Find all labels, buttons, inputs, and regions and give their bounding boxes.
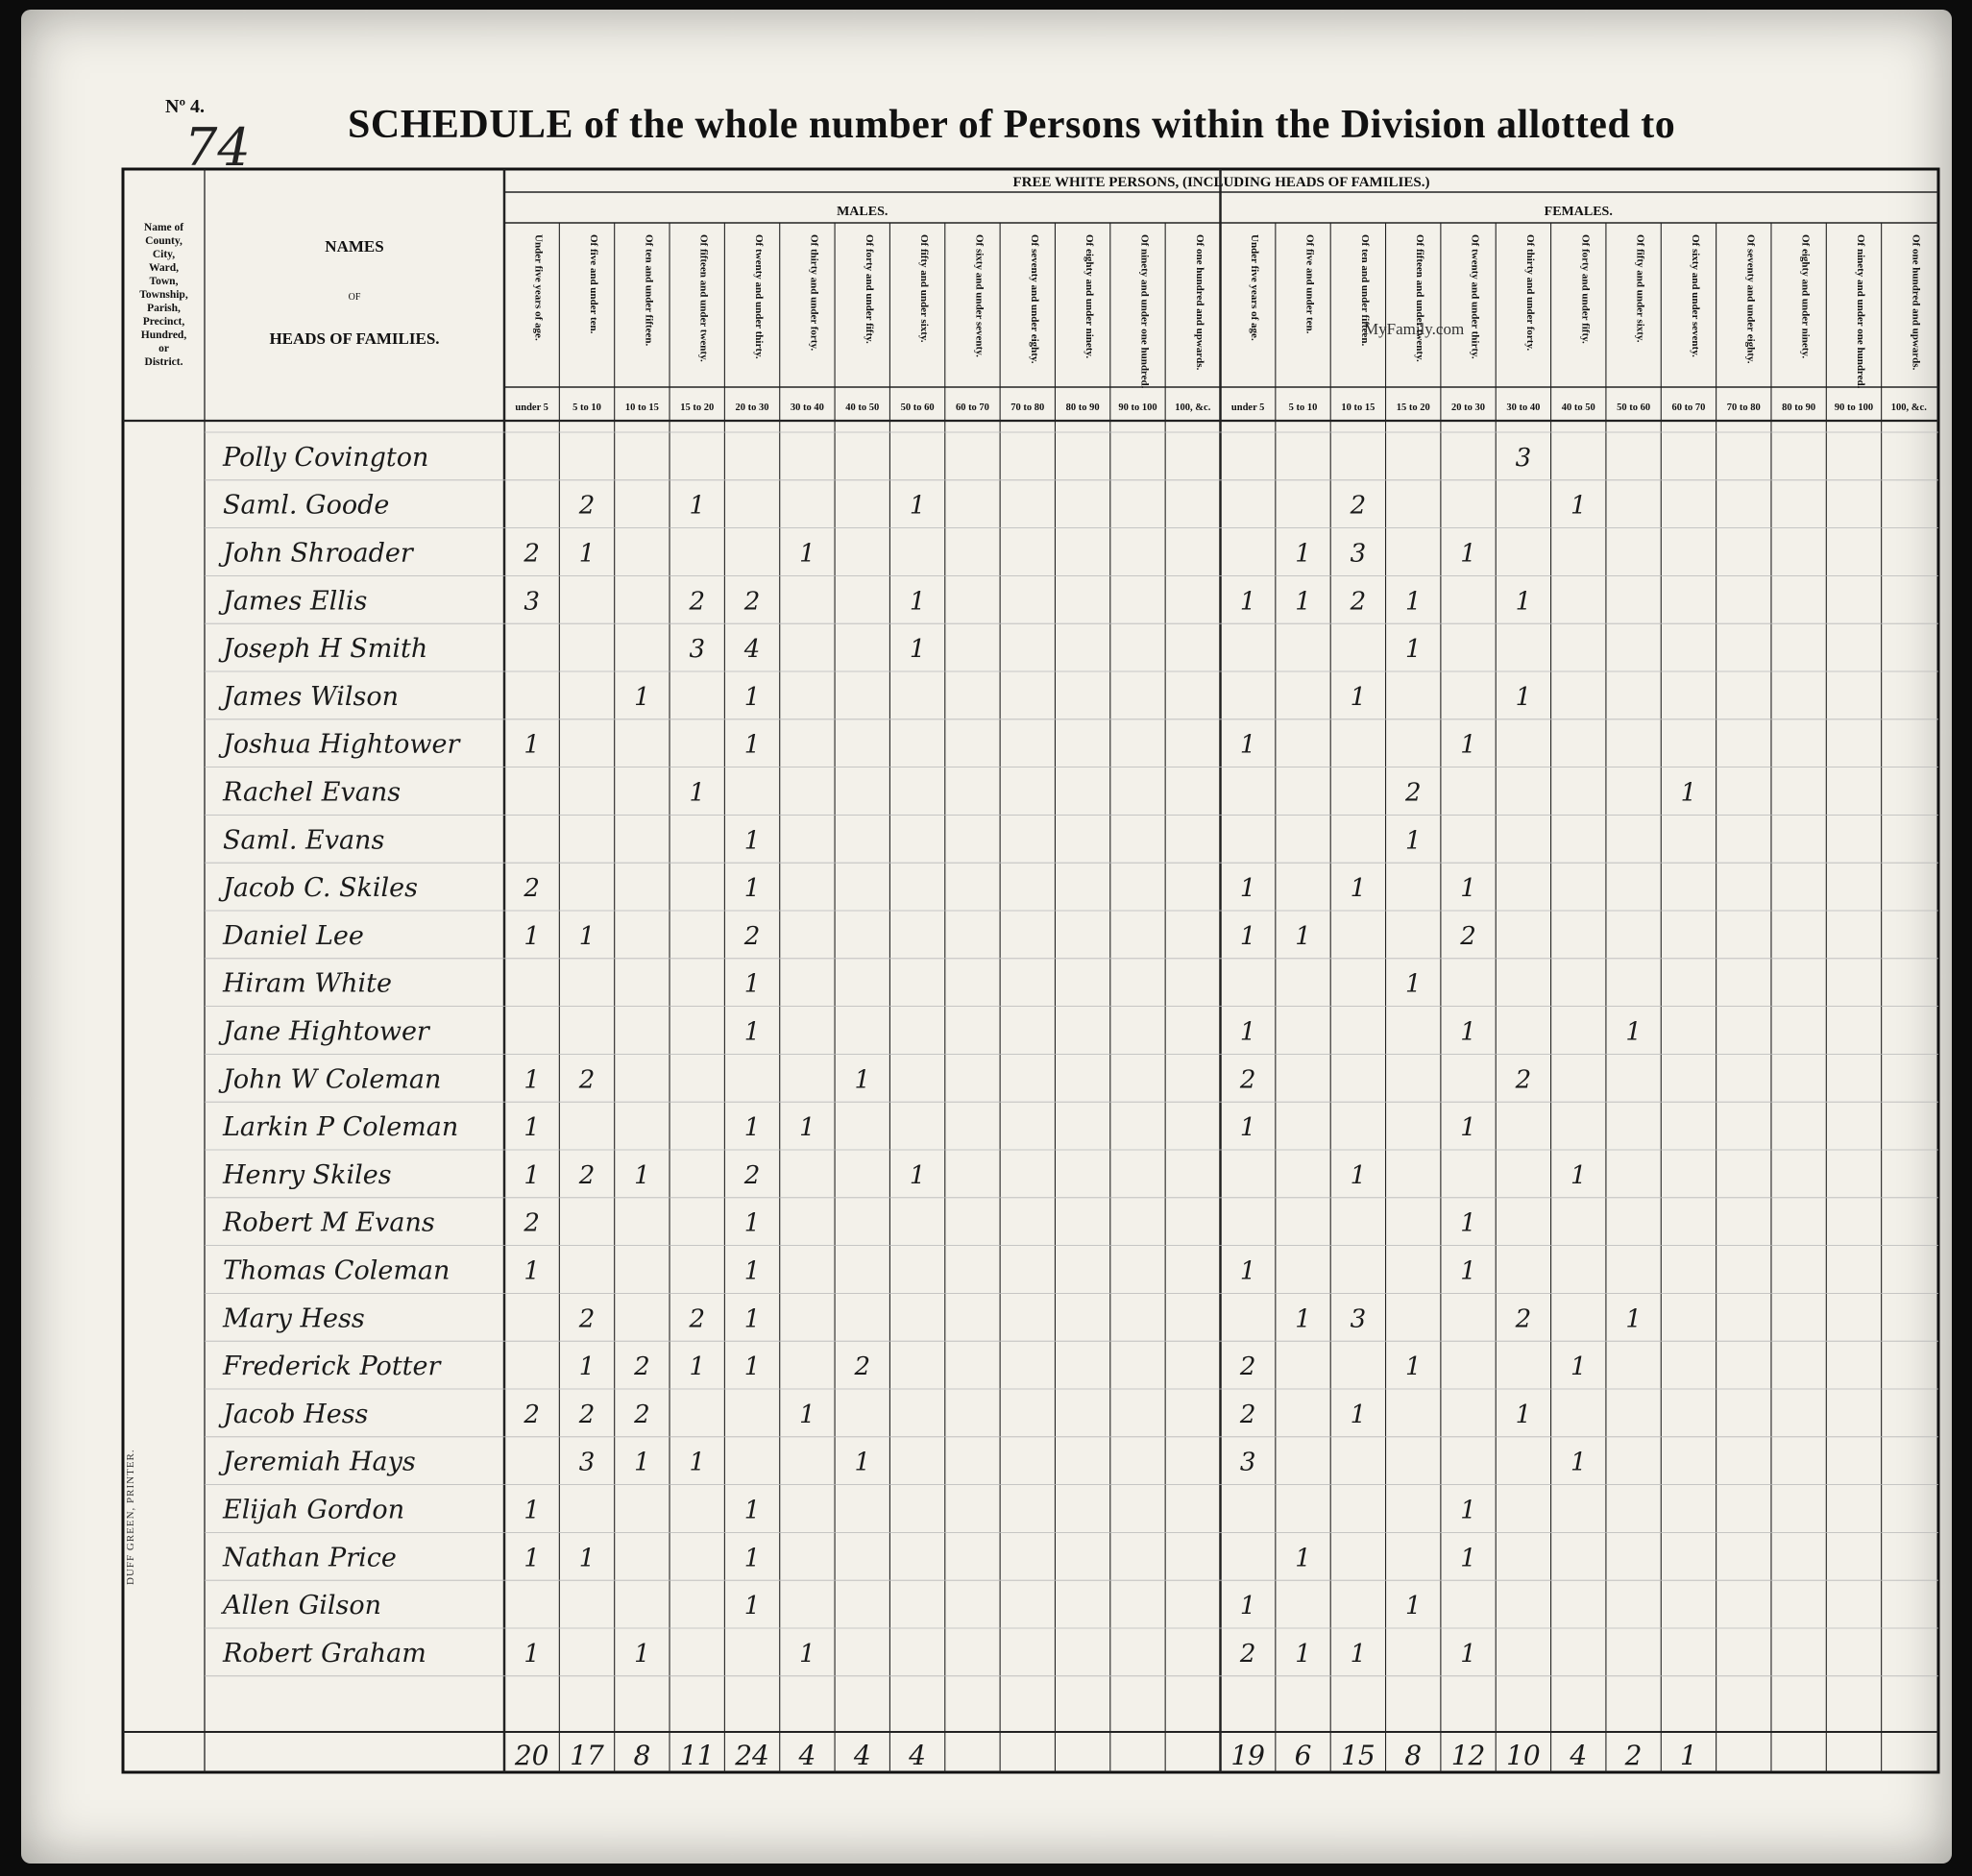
female-count: 1: [1404, 969, 1422, 999]
male-total: 4: [853, 1740, 871, 1771]
place-header: Name of: [143, 222, 184, 233]
male-count: 1: [523, 1160, 540, 1190]
male-count: 2: [743, 587, 761, 617]
head-of-family-name: Jacob C. Skiles: [223, 873, 418, 904]
age-column-label: 50 to 60: [900, 402, 935, 413]
male-count: 1: [578, 921, 596, 951]
age-column-description: Under five years of age.: [1249, 234, 1261, 341]
male-total: 11: [679, 1740, 715, 1771]
female-count: 1: [1570, 1448, 1587, 1477]
female-count: 1: [1460, 1256, 1476, 1286]
female-count: 1: [1239, 921, 1256, 951]
age-column-label: 20 to 30: [735, 402, 769, 413]
male-count: 2: [523, 539, 540, 569]
place-header: Hundred,: [140, 329, 187, 341]
head-of-family-name: Robert Graham: [223, 1638, 426, 1669]
male-total: 8: [633, 1740, 651, 1771]
female-count: 1: [1404, 1352, 1422, 1382]
female-count: 3: [1350, 1304, 1367, 1334]
age-column-description: Of one hundred and upwards.: [1910, 234, 1922, 371]
male-count: 1: [689, 491, 705, 521]
female-count: 1: [1239, 874, 1256, 904]
male-count: 1: [743, 1113, 761, 1143]
female-total: 6: [1294, 1740, 1312, 1771]
female-count: 2: [1404, 778, 1422, 808]
female-count: 2: [1239, 1065, 1256, 1095]
age-column-description: Of sixty and under seventy.: [1689, 234, 1701, 357]
female-count: 1: [1515, 1400, 1532, 1429]
male-count: 2: [578, 1065, 596, 1095]
male-count: 1: [799, 1400, 816, 1429]
head-of-family-name: Nathan Price: [223, 1543, 397, 1573]
female-count: 1: [1404, 635, 1422, 665]
female-count: 1: [1460, 1113, 1476, 1143]
male-count: 2: [578, 1304, 596, 1334]
male-count: 2: [743, 1160, 761, 1190]
head-of-family-name: Jacob Hess: [223, 1399, 369, 1429]
age-column-label: 20 to 30: [1451, 402, 1486, 413]
age-column-description: Of ninety and under one hundred.: [1138, 234, 1151, 389]
male-count: 1: [743, 1304, 761, 1334]
age-column-label: 60 to 70: [1671, 402, 1706, 413]
male-total: 17: [570, 1740, 604, 1771]
female-count: 3: [1239, 1448, 1256, 1477]
place-header: Parish,: [147, 303, 181, 314]
age-column-label: 10 to 15: [624, 402, 659, 413]
age-column-description: Of one hundred and upwards.: [1193, 234, 1205, 371]
male-count: 2: [689, 587, 705, 617]
male-count: 1: [743, 1017, 761, 1047]
names-header: HEADS OF FAMILIES.: [269, 329, 440, 348]
age-column-description: Of thirty and under forty.: [1523, 234, 1536, 352]
age-column-label: 40 to 50: [845, 402, 880, 413]
female-count: 1: [1404, 1592, 1422, 1621]
male-count: 2: [523, 1208, 540, 1238]
male-count: 1: [634, 1448, 650, 1477]
female-total: 19: [1230, 1740, 1265, 1771]
age-column-label: 100, &c.: [1175, 402, 1211, 413]
age-column-label: under 5: [515, 402, 548, 413]
head-of-family-name: Frederick Potter: [223, 1352, 441, 1382]
male-count: 1: [523, 1639, 540, 1669]
male-count: 1: [523, 1065, 540, 1095]
female-count: 3: [1350, 539, 1367, 569]
male-count: 2: [578, 1400, 596, 1429]
age-column-label: 40 to 50: [1561, 402, 1595, 413]
age-column-description: Of five and under ten.: [588, 234, 600, 334]
age-column-description: Of seventy and under eighty.: [1028, 234, 1040, 364]
age-column-label: 80 to 90: [1782, 402, 1816, 413]
males-header: MALES.: [837, 205, 889, 219]
male-count: 2: [634, 1400, 650, 1429]
female-count: 1: [1404, 587, 1422, 617]
age-column-label: 10 to 15: [1341, 402, 1376, 413]
male-count: 1: [523, 1256, 540, 1286]
female-total: 12: [1450, 1740, 1486, 1771]
male-count: 1: [743, 1256, 761, 1286]
age-column-label: 80 to 90: [1065, 402, 1100, 413]
female-count: 1: [1239, 587, 1256, 617]
female-count: 1: [1295, 1639, 1311, 1669]
head-of-family-name: Polly Covington: [223, 442, 429, 473]
female-count: 1: [1350, 1639, 1367, 1669]
age-column-description: Of fifty and under sixty.: [918, 234, 931, 343]
age-column-label: 60 to 70: [955, 402, 989, 413]
head-of-family-name: Thomas Coleman: [223, 1255, 450, 1286]
age-column-description: Of forty and under fifty.: [863, 234, 875, 344]
female-count: 1: [1460, 1208, 1476, 1238]
age-column-description: Of fifteen and under twenty.: [1414, 234, 1426, 362]
female-total: 8: [1404, 1740, 1423, 1771]
head-of-family-name: Joshua Hightower: [223, 729, 460, 760]
male-count: 1: [689, 1448, 705, 1477]
printer-credit: DUFF GREEN, PRINTER.: [125, 1449, 136, 1585]
male-total: 20: [514, 1740, 549, 1771]
male-total: 4: [798, 1740, 816, 1771]
male-count: 1: [689, 778, 705, 808]
age-column-label: 90 to 100: [1834, 402, 1874, 413]
female-count: 1: [1404, 826, 1422, 856]
head-of-family-name: Allen Gilson: [223, 1591, 382, 1621]
male-total: 4: [909, 1740, 927, 1771]
female-count: 1: [1460, 874, 1476, 904]
female-count: 1: [1295, 1304, 1311, 1334]
age-column-label: 100, &c.: [1890, 402, 1927, 413]
age-column-description: Under five years of age.: [532, 234, 545, 341]
male-count: 2: [578, 1160, 596, 1190]
male-count: 1: [743, 1208, 761, 1238]
female-count: 1: [1350, 874, 1367, 904]
female-count: 1: [1570, 1160, 1587, 1190]
male-count: 1: [743, 1544, 761, 1573]
head-of-family-name: Saml. Evans: [223, 825, 385, 856]
female-count: 1: [1680, 778, 1697, 808]
female-count: 2: [1239, 1639, 1256, 1669]
male-count: 1: [578, 1544, 596, 1573]
male-count: 1: [909, 635, 926, 665]
female-count: 1: [1295, 587, 1311, 617]
age-column-description: Of eighty and under ninety.: [1083, 234, 1096, 359]
place-header: Ward,: [149, 262, 179, 274]
head-of-family-name: Rachel Evans: [223, 777, 402, 808]
names-header: NAMES: [325, 237, 384, 256]
age-column-label: 15 to 20: [680, 402, 715, 413]
female-total: 10: [1506, 1740, 1541, 1771]
female-count: 1: [1460, 539, 1476, 569]
female-count: 2: [1239, 1400, 1256, 1429]
age-column-label: 70 to 80: [1726, 402, 1761, 413]
age-column-description: Of forty and under fifty.: [1579, 234, 1592, 344]
female-count: 2: [1515, 1304, 1532, 1334]
age-column-label: under 5: [1230, 402, 1265, 413]
female-count: 2: [1515, 1065, 1532, 1095]
age-column-label: 5 to 10: [1288, 402, 1318, 413]
head-of-family-name: Hiram White: [223, 968, 392, 999]
head-of-family-name: Henry Skiles: [223, 1159, 392, 1190]
female-count: 1: [1239, 1592, 1256, 1621]
female-count: 1: [1295, 539, 1311, 569]
male-count: 1: [743, 682, 761, 712]
names-header: OF: [348, 292, 361, 303]
age-column-description: Of eighty and under ninety.: [1799, 234, 1812, 359]
male-count: 1: [689, 1352, 705, 1382]
male-count: 1: [578, 539, 596, 569]
female-count: 1: [1295, 1544, 1311, 1573]
male-count: 4: [743, 635, 761, 665]
age-column-label: 70 to 80: [1010, 402, 1045, 413]
male-count: 1: [909, 587, 926, 617]
male-count: 2: [634, 1352, 650, 1382]
age-column-description: Of seventy and under eighty.: [1744, 234, 1757, 364]
male-count: 2: [689, 1304, 705, 1334]
age-column-label: 90 to 100: [1118, 402, 1157, 413]
female-count: 1: [1460, 1544, 1476, 1573]
page-number: 74: [184, 117, 251, 178]
male-count: 1: [743, 1352, 761, 1382]
age-column-description: Of twenty and under thirty.: [753, 234, 766, 359]
head-of-family-name: Jane Hightower: [223, 1016, 429, 1047]
female-count: 1: [1460, 1639, 1476, 1669]
male-count: 1: [743, 1592, 761, 1621]
female-count: 1: [1239, 1017, 1256, 1047]
head-of-family-name: John W Coleman: [223, 1064, 442, 1095]
sheet-number: Nº 4.: [165, 96, 206, 117]
age-column-description: Of five and under ten.: [1303, 234, 1316, 334]
female-total: 4: [1570, 1740, 1588, 1771]
female-count: 1: [1460, 1017, 1476, 1047]
age-column-description: Of ten and under fifteen.: [1358, 234, 1371, 347]
male-count: 1: [634, 682, 650, 712]
age-column-description: Of fifteen and under twenty.: [697, 234, 710, 362]
female-count: 1: [1625, 1304, 1642, 1334]
male-count: 2: [854, 1352, 871, 1382]
place-header: Precinct,: [142, 316, 185, 328]
male-count: 2: [523, 1400, 540, 1429]
female-count: 1: [1515, 682, 1532, 712]
female-count: 2: [1350, 587, 1367, 617]
female-count: 1: [1350, 1400, 1367, 1429]
watermark: MyFamily.com: [1364, 320, 1465, 338]
place-header: or: [158, 343, 169, 354]
schedule-title: SCHEDULE of the whole number of Persons within the Division allotted to: [348, 103, 1676, 147]
male-count: 1: [523, 730, 540, 760]
female-count: 2: [1239, 1352, 1256, 1382]
place-header: City,: [152, 249, 176, 260]
age-column-label: 30 to 40: [790, 402, 824, 413]
female-count: 2: [1460, 921, 1476, 951]
male-count: 1: [743, 1496, 761, 1525]
male-count: 1: [743, 874, 761, 904]
female-count: 1: [1239, 1113, 1256, 1143]
head-of-family-name: Elijah Gordon: [223, 1495, 405, 1525]
male-count: 1: [523, 1113, 540, 1143]
head-of-family-name: Daniel Lee: [223, 920, 364, 951]
head-of-family-name: James Ellis: [223, 586, 368, 617]
head-of-family-name: Robert M Evans: [223, 1207, 435, 1238]
female-count: 1: [1295, 921, 1311, 951]
head-of-family-name: John Shroader: [223, 538, 413, 569]
head-of-family-name: Mary Hess: [223, 1303, 365, 1334]
male-count: 2: [743, 921, 761, 951]
female-count: 1: [1350, 1160, 1367, 1190]
head-of-family-name: Jeremiah Hays: [223, 1447, 416, 1477]
female-count: 2: [1350, 491, 1367, 521]
female-count: 1: [1570, 491, 1587, 521]
male-count: 2: [523, 874, 540, 904]
place-header: District.: [144, 356, 183, 368]
age-column-label: 5 to 10: [572, 402, 601, 413]
male-count: 1: [799, 1639, 816, 1669]
male-count: 3: [578, 1448, 596, 1477]
age-column-label: 30 to 40: [1506, 402, 1541, 413]
female-total: 2: [1624, 1740, 1643, 1771]
male-count: 1: [523, 921, 540, 951]
female-count: 1: [1239, 1256, 1256, 1286]
male-count: 1: [743, 826, 761, 856]
age-column-description: Of fifty and under sixty.: [1634, 234, 1646, 343]
male-count: 1: [909, 491, 926, 521]
female-count: 1: [1239, 730, 1256, 760]
male-count: 1: [634, 1639, 650, 1669]
female-count: 1: [1460, 730, 1476, 760]
female-count: 1: [1570, 1352, 1587, 1382]
head-of-family-name: Saml. Goode: [223, 490, 390, 521]
male-count: 1: [743, 730, 761, 760]
male-count: 1: [523, 1496, 540, 1525]
age-column-description: Of ten and under fifteen.: [643, 234, 655, 347]
place-header: Town,: [149, 276, 179, 287]
age-column-description: Of twenty and under thirty.: [1469, 234, 1481, 359]
age-column-label: 50 to 60: [1617, 402, 1651, 413]
free-white-header: FREE WHITE PERSONS, (INCLUDING HEADS OF FAMILIES.): [1012, 175, 1430, 190]
male-count: 3: [523, 587, 540, 617]
male-count: 1: [743, 969, 761, 999]
female-total: 1: [1680, 1740, 1697, 1771]
age-column-label: 15 to 20: [1396, 402, 1430, 413]
male-count: 1: [909, 1160, 926, 1190]
head-of-family-name: James Wilson: [223, 681, 399, 712]
female-count: 3: [1515, 443, 1532, 473]
male-count: 1: [578, 1352, 596, 1382]
females-header: FEMALES.: [1544, 205, 1613, 219]
head-of-family-name: Larkin P Coleman: [223, 1112, 459, 1143]
age-column-description: Of sixty and under seventy.: [973, 234, 986, 357]
female-count: 1: [1350, 682, 1367, 712]
male-count: 1: [854, 1448, 871, 1477]
female-count: 1: [1515, 587, 1532, 617]
male-count: 3: [689, 635, 705, 665]
place-header: Township,: [139, 289, 188, 301]
place-header: County,: [145, 235, 183, 247]
male-count: 1: [523, 1544, 540, 1573]
male-count: 1: [634, 1160, 650, 1190]
female-count: 1: [1625, 1017, 1642, 1047]
head-of-family-name: Joseph H Smith: [223, 634, 428, 665]
female-total: 15: [1341, 1740, 1376, 1771]
age-column-description: Of ninety and under one hundred.: [1854, 234, 1866, 389]
male-count: 1: [799, 539, 816, 569]
male-total: 24: [735, 1740, 769, 1771]
male-count: 2: [578, 491, 596, 521]
age-column-description: Of thirty and under forty.: [808, 234, 820, 352]
male-count: 1: [799, 1113, 816, 1143]
female-count: 1: [1460, 1496, 1476, 1525]
male-count: 1: [854, 1065, 871, 1095]
